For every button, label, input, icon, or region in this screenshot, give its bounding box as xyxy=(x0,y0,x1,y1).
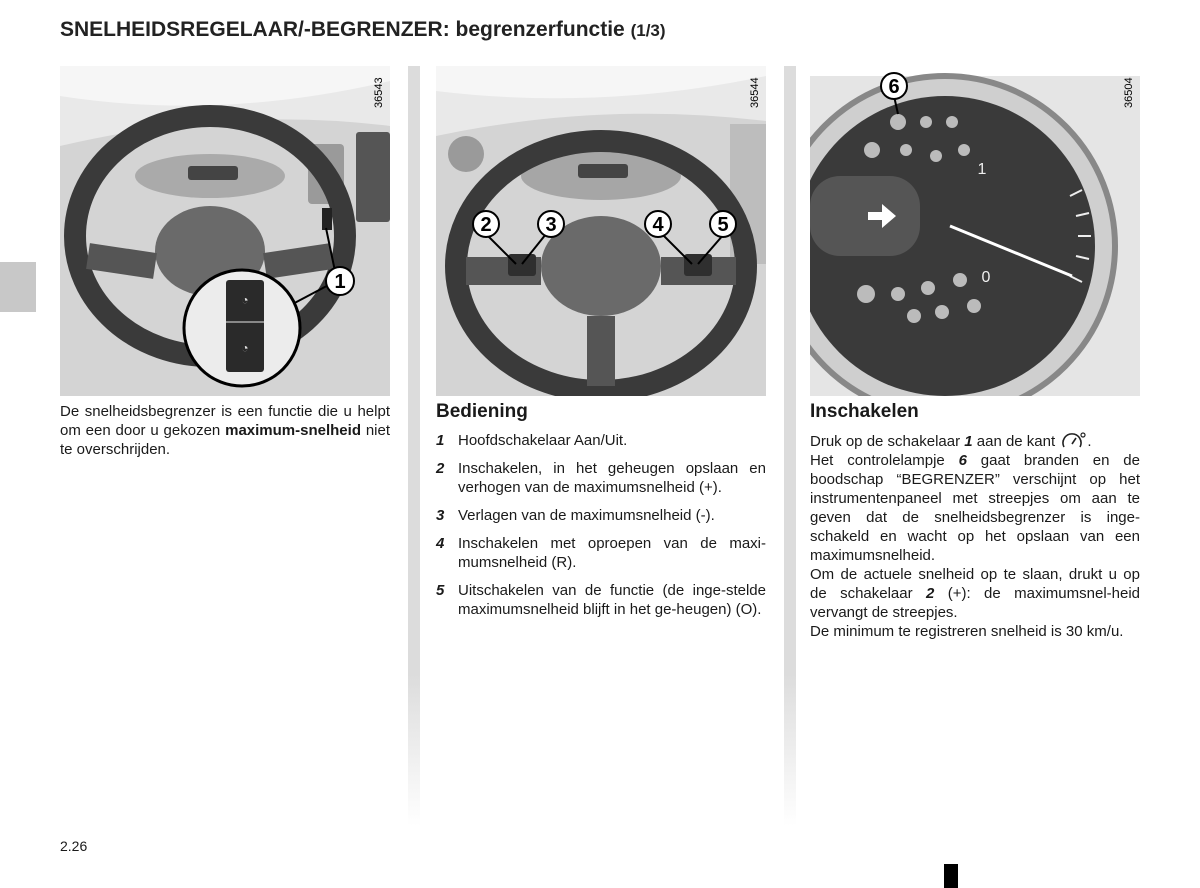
figure-1 xyxy=(60,66,390,396)
figure-1-callout-1-label: 1 xyxy=(334,271,346,293)
figure-2-left-switch-pad xyxy=(508,254,536,276)
intro-bold: maximum-snelheid xyxy=(225,422,361,439)
figure-2-callout-4-label: 4 xyxy=(652,214,664,236)
intro-column xyxy=(60,402,390,459)
figure-2-svg xyxy=(436,66,766,396)
inschakelen-p3a: Om de actuele snelheid op te slaan, drukt u op de schakelaar xyxy=(810,566,1140,602)
figure-3-svg xyxy=(810,66,1140,396)
figure-2-right-switch-pad xyxy=(684,254,712,276)
figure-1-svg xyxy=(60,66,390,396)
list-item-text: Uitschakelen van de functie (de inge-stelde maximumsnelheid blijft in het ge-heugen) (O). xyxy=(458,582,766,618)
title-part: (1/3) xyxy=(630,21,666,40)
inschakelen-p2num: 6 xyxy=(958,452,967,469)
figure-3-gauge-digit-1: 1 xyxy=(977,161,987,178)
list-item-number: 4 xyxy=(436,535,445,552)
page-title xyxy=(60,18,666,42)
figure-1-code: 36543 xyxy=(373,77,385,108)
figure-1-main-switch xyxy=(322,208,332,230)
list-item xyxy=(436,534,766,572)
list-item-text: Hoofdschakelaar Aan/Uit. xyxy=(458,432,628,449)
figure-3 xyxy=(810,66,1140,396)
list-item-number: 5 xyxy=(436,582,445,599)
inschakelen-p2b: gaat branden en de boodschap “BEGRENZER” verschijnt op het instrumentenpaneel met streepjes om aan te geven dat de snelheidsbegrenzer is inge-schakeld en wacht op het opslaan van een maximumsnelheid. xyxy=(810,452,1140,564)
inschakelen-column xyxy=(810,402,1140,641)
inschakelen-paragraph xyxy=(810,431,1140,641)
column-divider-1 xyxy=(408,66,420,826)
figure-2-left-vent xyxy=(448,136,484,172)
section-tab xyxy=(0,262,36,312)
figure-3-code: 36504 xyxy=(1123,77,1135,108)
inschakelen-p1c: . xyxy=(1087,433,1092,450)
figure-3-callout-6-label: 6 xyxy=(888,76,900,98)
list-item xyxy=(436,581,766,619)
intro-paragraph xyxy=(60,402,390,459)
figure-2-callout-3-label: 3 xyxy=(545,214,557,236)
inschakelen-heading: Inschakelen xyxy=(810,401,919,422)
list-item-number: 3 xyxy=(436,507,445,524)
speed-limiter-icon xyxy=(1061,431,1087,451)
bediening-column xyxy=(436,402,766,628)
figure-2-callout-5-label: 5 xyxy=(717,214,729,236)
figure-2-cluster-display xyxy=(578,164,628,178)
list-item-text: Inschakelen met oproepen van de maxi-mumsnelheid (R). xyxy=(458,535,766,571)
inschakelen-p3b: (+): de maximumsnel-heid vervangt de streepjes. xyxy=(810,585,1141,621)
corner-mark xyxy=(944,864,958,888)
figure-2-code: 36544 xyxy=(749,77,761,108)
inschakelen-p1b: aan de kant xyxy=(972,433,1056,450)
figure-3-gauge-digit-0: 0 xyxy=(981,269,991,286)
figure-1-center-screen xyxy=(356,132,390,222)
list-item-number: 1 xyxy=(436,432,445,449)
figure-1-switch-symbol-cruise: ◔ xyxy=(241,341,249,355)
figure-2-callout-2-label: 2 xyxy=(480,214,492,236)
inschakelen-p4: De minimum te registreren snelheid is 30 km/u. xyxy=(810,623,1124,640)
list-item-text: Verlagen van de maximumsnelheid (-). xyxy=(458,507,715,524)
inschakelen-p3num: 2 xyxy=(926,585,935,602)
bediening-heading: Bediening xyxy=(436,401,528,422)
title-main: SNELHEIDSREGELAAR/-BEGRENZER: begrenzerfunctie xyxy=(60,18,625,41)
intro-after: niet te overschrijden. xyxy=(60,422,391,458)
list-item xyxy=(436,459,766,497)
inschakelen-p2a: Het controlelampje xyxy=(810,452,959,469)
inschakelen-p1a: Druk op de schakelaar xyxy=(810,433,965,450)
page-number: 2.26 xyxy=(60,838,88,854)
figure-1-cluster-display xyxy=(188,166,238,180)
figure-1-switch-symbol-limiter: ◔ xyxy=(241,293,249,307)
bediening-list xyxy=(436,431,766,619)
inschakelen-p1num: 1 xyxy=(964,433,973,450)
figure-3-steering-wheel-stalk xyxy=(810,176,920,256)
list-item xyxy=(436,506,766,525)
column-divider-2 xyxy=(784,66,796,826)
intro-text: De snelheidsbegrenzer is een functie die u helpt om een door u gekozen xyxy=(60,403,390,439)
list-item xyxy=(436,431,766,450)
figure-3-speed-limiter-warning-light xyxy=(890,114,906,130)
list-item-text: Inschakelen, in het geheugen opslaan en verhogen van de maximumsnelheid (+). xyxy=(458,460,766,496)
list-item-number: 2 xyxy=(436,460,445,477)
figure-2 xyxy=(436,66,766,396)
